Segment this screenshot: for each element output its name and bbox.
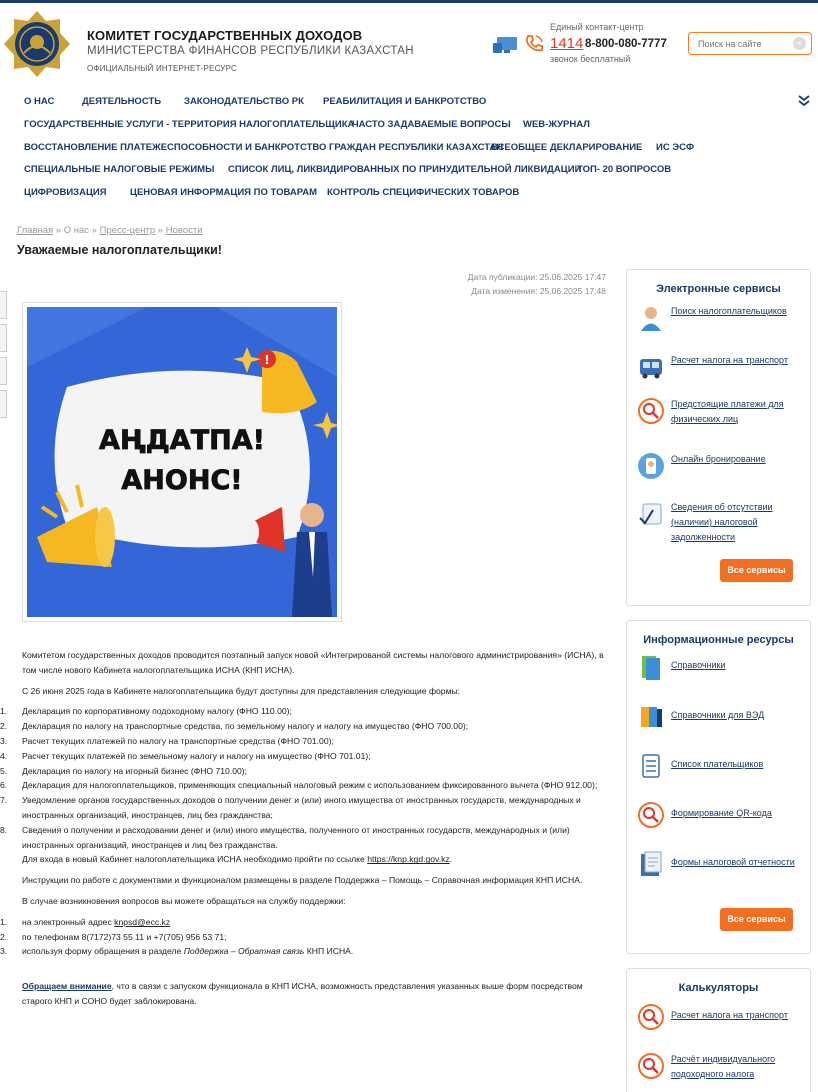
clipboard-list-icon [637,752,665,780]
nav-top20[interactable]: ТОП- 20 ВОПРОСОВ [577,164,672,175]
list-item [22,915,606,930]
service-link[interactable]: Онлайн бронирование [671,454,766,464]
resource-link[interactable]: Справочники для ВЭД [671,710,765,720]
list-item: Декларация для налогоплательщиков, применяющих специальный налоговый режим с использованием фиксированного вычета (ФНО 912.00); [22,780,598,791]
breadcrumb-press[interactable]: Пресс-центр [99,225,156,236]
service-item[interactable] [637,304,796,332]
resource-link[interactable]: Список плательщиков [671,759,764,769]
folders-icon [637,653,665,681]
nav-is-esf[interactable]: ИС ЭСФ [656,142,695,153]
modified-date: Дата изменения: 25.06.2025 17:48 [471,286,606,296]
resource-item[interactable] [637,703,796,731]
nav-faq[interactable]: ЧАСТО ЗАДАВАЕМЫЕ ВОПРОСЫ [352,119,511,130]
list-item: Расчет текущих платежей по земельному налогу и налогу на имущество (ФНО 701.01); [22,750,371,761]
service-link[interactable]: Расчет налога на транспорт [671,355,788,365]
resource-link[interactable]: Справочники [671,660,726,670]
breadcrumb-home[interactable]: Главная [17,225,54,236]
eservices-panel [626,269,811,606]
all-services-button[interactable]: Все сервисы [720,559,793,582]
user-search-icon [637,304,665,332]
eservices-title: Электронные сервисы [656,283,781,295]
online-booking-icon [637,452,665,480]
service-item[interactable] [637,500,796,545]
list-item: Сведения о получении и расходовании денег и (или) иного имущества, полученного от иностранных государств, международных и (или) иностранных организаций, иностранцев и лиц без гражданства. Для входа в новый Кабинет налогоплательщика ИСНА необходимо пройти по ссылке https://knp.kgd.gov.kz. [22,824,570,865]
search-input[interactable] [689,33,785,54]
contact-phone: 8-800-080-7777 [585,38,667,50]
calculator-link[interactable]: Расчёт индивидуального подоходного налога [671,1054,776,1079]
service-item[interactable] [637,397,796,427]
brand-subtitle: МИНИСТЕРСТВА ФИНАНСОВ РЕСПУБЛИКИ КАЗАХСТАН [87,45,414,57]
monitor-icon[interactable] [492,36,518,54]
inforesources-panel [626,620,811,954]
calculators-title: Калькуляторы [678,982,759,994]
list-item [22,944,606,959]
brand-title: КОМИТЕТ ГОСУДАРСТВЕННЫХ ДОХОДОВ [87,28,363,43]
free-call-note: звонок бесплатный [550,54,631,64]
support-email-text: на электронный адрес [22,916,115,927]
attention-label: Обращаем внимание [22,981,112,992]
nav-digitalization[interactable]: ЦИФРОВИЗАЦИЯ [24,187,107,198]
share-tab[interactable] [0,291,7,319]
login-text: Для входа в новый Кабинет налогоплательщика ИСНА необходимо пройти по ссылке [22,854,368,865]
support-list [22,915,606,959]
bus-icon [637,353,665,381]
search-doc-icon [637,397,665,425]
service-item[interactable] [637,452,796,480]
list-item-text: Сведения о получении и расходовании денег и (или) иного имущества, полученного от иностранных государств, международных и (или) иностранных организаций, иностранцев и лиц без гражданства. [22,824,570,850]
support-intro: В случае возникновения вопросов вы можете обращаться на службу поддержки: [22,895,346,906]
service-item[interactable] [637,353,796,381]
service-link[interactable]: Сведения об отсутствии (наличии) налоговой задолженности [671,502,773,542]
brand-tagline: ОФИЦИАЛЬНЫЙ ИНТЕРНЕТ-РЕСУРС [87,64,238,73]
service-link[interactable]: Поиск налогоплательщиков [671,306,787,316]
search-box [688,32,812,55]
resource-item[interactable] [637,801,796,829]
support-form-tail: КНП ИСНА. [304,946,354,957]
nav-specific-goods[interactable]: КОНТРОЛЬ СПЕЦИФИЧЕСКИХ ТОВАРОВ [327,187,520,198]
resource-link[interactable]: Формирование QR-кода [671,808,772,818]
breadcrumb-news[interactable]: Новости [165,225,203,236]
breadcrumb-about: О нас [63,225,90,236]
resource-link[interactable]: Формы налоговой отчетности [671,857,795,867]
calc-search-icon [637,1003,665,1031]
announcement-image [22,302,342,622]
resource-item[interactable] [637,752,796,780]
inforesources-title: Информационные ресурсы [643,634,794,646]
checklist-icon [637,500,665,528]
article-intro: Комитетом государственных доходов проводится поэтапный запуск новой «Интегрированой системы налогового администрирования» (ИСНА), в том числе нового Кабинета налогоплательщика ИСНА (КНП ИСНА). [22,650,604,675]
contact-icons [492,34,544,59]
nav-rehabilitation[interactable]: РЕАБИЛИТАЦИЯ И БАНКРОТСТВО [323,96,487,107]
instructions-text: Инструкции по работе с документами и функционалом размещены в разделе Поддержка – Помощь – Справочная информация КНП ИСНА. [22,875,583,886]
breadcrumb [17,225,203,236]
chevron-double-down-icon[interactable] [798,94,810,111]
calculator-link[interactable]: Расчет налога на транспорт [671,1010,788,1020]
forms-intro: С 26 июня 2025 года в Кабинете налогоплательщика будут доступны для представления следующие формы: [22,685,461,696]
calculator-item[interactable] [637,1052,796,1082]
attention-paragraph [22,979,606,1009]
article-body [22,648,606,1015]
list-item: Декларация по корпоративному подоходному налогу (ФНО 110.00); [22,706,292,717]
top-line [0,0,818,3]
announcement-title-kz: АҢДАТПА! [99,425,265,456]
resource-item[interactable] [637,653,796,681]
nav-web-journal[interactable]: WEB-ЖУРНАЛ [523,119,590,130]
breadcrumb-sep: » [89,225,100,236]
binders-icon [637,703,665,731]
nav-about[interactable]: О НАС [24,96,55,107]
all-resources-button[interactable]: Все сервисы [720,908,793,931]
share-tab[interactable] [0,357,7,385]
qr-search-icon [637,801,665,829]
support-email-link[interactable]: knpsd@ecc.kz [114,916,171,927]
nav-price-info[interactable]: ЦЕНОВАЯ ИНФОРМАЦИЯ ПО ТОВАРАМ [130,187,317,198]
nav-legislation[interactable]: ЗАКОНОДАТЕЛЬСТВО РК [184,96,304,107]
publication-dates [468,270,606,298]
list-item: Декларация по налогу на транспортные средства, по земельному налогу и налогу на имущество (ФНО 700.00); [22,721,469,732]
nav-special-regimes[interactable]: СПЕЦИАЛЬНЫЕ НАЛОГОВЫЕ РЕЖИМЫ [24,164,215,175]
short-number-link[interactable]: 1414 [550,35,584,52]
support-form-text: используя форму обращения в разделе [22,946,184,957]
resource-item[interactable] [637,850,796,878]
calculator-item[interactable] [637,1003,796,1031]
published-date: Дата публикации: 25.06.2025 17:47 [467,272,606,282]
phone-icon[interactable] [524,34,544,54]
attention-text: , что в связи с запуском функционала в КНП ИСНА, возможность представления указанных выше форм посредством старого КНП и СОНО будет заблокирована. [22,981,583,1006]
nav-declaration[interactable]: ВСЕОБЩЕЕ ДЕКЛАРИРОВАНИЕ [491,142,643,153]
list-item: Расчет текущих платежей по налогу на транспортные средства (ФНО 701.00); [22,735,334,746]
service-link[interactable]: Предстоящие платежи для физических лиц [671,399,784,424]
breadcrumb-sep: » [155,225,166,236]
knp-login-link[interactable]: https://knp.kgd.gov.kz [367,854,450,865]
share-tab[interactable] [0,324,7,352]
nav-public-services[interactable]: ГОСУДАРСТВЕННЫЕ УСЛУГИ - ТЕРРИТОРИЯ НАЛОГОПЛАТЕЛЬЩИКА [24,119,355,130]
nav-liquidated-list[interactable]: СПИСОК ЛИЦ, ЛИКВИДИРОВАННЫХ ПО ПРИНУДИТЕЛЬНОЙ ЛИКВИДАЦИИ [228,164,582,175]
forms-list [22,704,606,867]
support-form-section: Поддержка – Обратная связь [183,946,305,957]
announcement-title-ru: АНОНС! [121,465,243,496]
calculators-panel [626,968,811,1092]
list-item: по телефонам 8(7172)73 55 11 и +7(705) 956 53 71; [22,931,227,942]
share-tab[interactable] [0,390,7,418]
svg-text:!: ! [264,353,270,367]
list-item: Декларация по налогу на игорный бизнес (ФНО 710.00); [22,765,248,776]
calc-search-icon [637,1052,665,1080]
nav-activity[interactable]: ДЕЯТЕЛЬНОСТЬ [82,96,162,107]
nav-solvency[interactable]: ВОССТАНОВЛЕНИЕ ПЛАТЕЖЕСПОСОБНОСТИ И БАНКРОТСТВО ГРАЖДАН РЕСПУБЛИКИ КАЗАХСТАН [24,142,504,153]
contact-center-label: Единый контакт-центр [550,22,644,32]
clear-icon[interactable]: × [793,37,806,50]
page-title: Уважаемые налогоплательщики! [17,243,222,257]
breadcrumb-sep: » [53,225,64,236]
emblem-logo[interactable] [2,9,72,79]
list-item: Уведомление органов государственных доходов о получении денег и (или) иного имущества от иностранных государств, международных и иностранных организаций, иностранцев, лиц без гражданства; [22,795,581,820]
report-forms-icon [637,850,665,878]
